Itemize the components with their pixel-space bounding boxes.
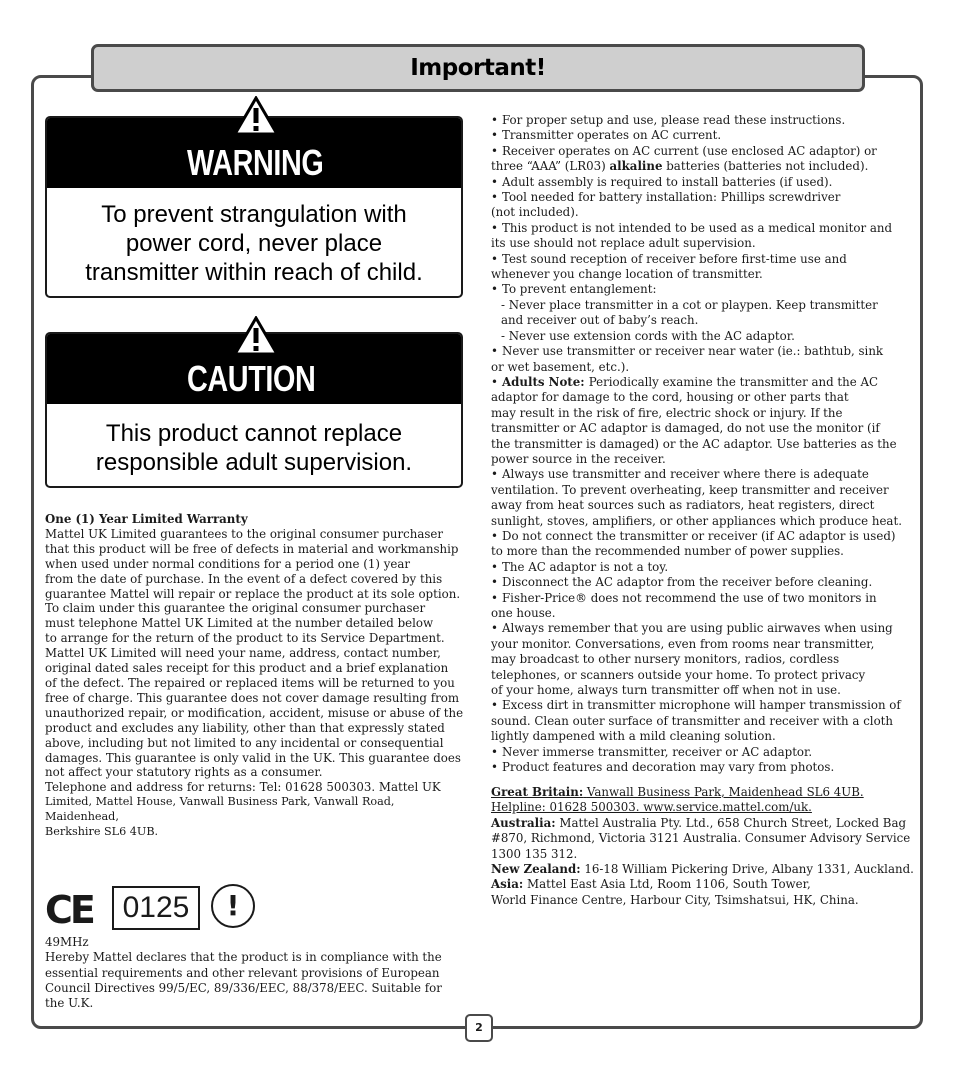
list-item: [491, 698, 916, 744]
list-item-line: [491, 436, 916, 452]
declaration-line: Council Directives 99/5/EC, 89/336/EEC, 88/378/EEC. Suitable for: [45, 980, 442, 995]
frequency: 49MHz: [45, 935, 89, 949]
warranty-line: above, including but not limited to any incidental or consequential: [45, 735, 444, 750]
asia-contact: [491, 877, 916, 892]
gb-contact: [491, 785, 916, 800]
bullet-icon: •: [491, 190, 498, 205]
bullet-icon: •: [491, 174, 498, 189]
list-item-line: [491, 575, 916, 590]
list-item: [491, 252, 916, 283]
declaration-line: essential requirements and other relevant provisions of European: [45, 965, 440, 980]
list-item-line: [491, 698, 916, 713]
bullet-icon: •: [491, 282, 498, 297]
contacts-section: [491, 785, 916, 908]
list-item-text: your monitor. Conversations, even from rooms near transmitter,: [491, 636, 875, 651]
notified-body-number: 0125: [112, 886, 200, 930]
list-item-text: may result in the risk of fire, electric shock or injury. If the: [491, 405, 843, 420]
list-item-text: transmitter or AC adaptor is damaged, do not use the monitor (if: [491, 421, 880, 436]
list-item-line: [491, 683, 916, 698]
list-item-text: Never immerse transmitter, receiver or AC adaptor.: [502, 744, 813, 759]
list-item: [491, 344, 916, 375]
list-item: [491, 591, 916, 622]
list-item-text: one house.: [491, 606, 556, 620]
declaration-line: the U.K.: [45, 996, 94, 1011]
list-item: [491, 375, 916, 467]
list-item-text: sunlight, stoves, amplifiers, or other appliances which produce heat.: [491, 513, 902, 528]
bullet-icon: •: [491, 621, 498, 636]
bullet-icon: •: [491, 128, 498, 143]
caution-box: [45, 332, 463, 488]
asia-label: Asia:: [491, 877, 524, 892]
instructions-list: [491, 113, 916, 775]
warranty-line: to arrange for the return of the product to its Service Department.: [45, 631, 445, 646]
warning-banner: [47, 118, 461, 188]
list-item-line: [491, 760, 916, 775]
list-item-text: (not included).: [491, 205, 579, 220]
warranty-line: damages. This guarantee is only valid in the UK. This guarantee does: [45, 750, 461, 765]
list-item: [491, 745, 916, 760]
warranty-section: [45, 512, 465, 840]
list-item-text: Always use transmitter and receiver where there is adequate: [502, 467, 869, 482]
important-header: [91, 44, 865, 92]
warranty-line: Mattel UK Limited guarantees to the original consumer purchaser: [45, 526, 444, 541]
list-item-text: Test sound reception of receiver before first-time use and: [502, 251, 847, 266]
caution-line: This product cannot replace: [105, 420, 403, 447]
list-item-line: [491, 174, 916, 190]
list-item-text: away from heat sources such as radiators, heat registers, direct: [491, 498, 875, 513]
list-item: [491, 221, 916, 252]
list-item-line: [491, 606, 916, 621]
list-item-line: [491, 513, 916, 529]
list-item-text: sound. Clean outer surface of transmitter and receiver with a cloth: [491, 713, 894, 728]
list-item-text: and receiver out of baby’s reach.: [501, 313, 699, 328]
warning-line: To prevent strangulation with: [101, 201, 407, 228]
warning-box: [45, 116, 463, 298]
list-item-line: [491, 590, 916, 606]
au-line: 1300 135 312.: [491, 846, 578, 861]
list-item: [491, 575, 916, 590]
list-item-text: - Never place transmitter in a cot or playpen. Keep transmitter: [501, 297, 878, 312]
warranty-line: not affect your statutory rights as a consumer.: [45, 765, 323, 780]
list-item-text: to more than the recommended number of power supplies.: [491, 544, 844, 559]
list-item-line: [491, 236, 916, 251]
list-item: [491, 128, 916, 143]
list-item: [491, 529, 916, 560]
list-item-text: Excess dirt in transmitter microphone will hamper transmission of: [502, 698, 901, 713]
au-contact: [491, 816, 916, 831]
bullet-icon: •: [491, 467, 498, 482]
list-item-line: [501, 298, 916, 313]
list-item-text: Fisher-Price® does not recommend the use of two monitors in: [502, 590, 877, 605]
list-item-line: [491, 528, 916, 544]
gb-helpline: Helpline: 01628 500303. www.service.mattel.com/uk.: [491, 800, 812, 815]
bullet-icon: •: [491, 590, 498, 605]
bullet-icon: •: [491, 143, 498, 158]
bullet-icon: •: [491, 220, 498, 235]
caution-word: CAUTION: [187, 358, 316, 399]
list-item-line: [491, 498, 916, 513]
bullet-icon: •: [491, 113, 498, 127]
list-item-text: - Never use extension cords with the AC adaptor.: [501, 328, 795, 343]
warranty-line: Telephone and address for returns: Tel: 01628 500303. Mattel UK: [45, 780, 441, 795]
bullet-icon: •: [491, 744, 498, 759]
list-item-line: [491, 374, 916, 390]
bullet-icon: •: [491, 528, 498, 543]
list-item-text: This product is not intended to be used as a medical monitor and: [502, 220, 893, 235]
list-item-line: [491, 113, 916, 128]
list-item-line: [491, 344, 916, 359]
list-item-text: may broadcast to other nursery monitors, radios, cordless: [491, 652, 840, 667]
list-item-text: Adult assembly is required to install batteries (if used).: [502, 174, 833, 189]
list-item-line: [491, 159, 916, 174]
list-item-line: [491, 482, 916, 498]
list-item-text: Transmitter operates on AC current.: [502, 128, 722, 143]
header-title: Important!: [410, 55, 546, 81]
list-item-line: [491, 636, 916, 652]
warranty-line: unauthorized repair, or modification, accident, misuse or abuse of the: [45, 705, 464, 720]
list-item: [491, 621, 916, 698]
asia-line: World Finance Centre, Harbour City, Tsimshatsui, HK, China.: [491, 892, 859, 907]
warranty-line: must telephone Mattel UK Limited at the number detailed below: [45, 616, 434, 631]
au-line: #870, Richmond, Victoria 3121 Australia. Consumer Advisory Service: [491, 831, 911, 846]
warranty-line: that this product will be free of defects in material and workmanship: [45, 541, 459, 556]
warranty-address-line: Berkshire SL6 4UB.: [45, 825, 159, 839]
nz-line: 16-18 William Pickering Drive, Albany 1331, Auckland.: [584, 862, 914, 877]
au-line: Mattel Australia Pty. Ltd., 658 Church Street, Locked Bag: [559, 815, 907, 830]
list-item-text: To prevent entanglement:: [502, 282, 657, 297]
bullet-icon: •: [491, 374, 498, 389]
list-item-text: adaptor for damage to the cord, housing or other parts that: [491, 390, 849, 405]
warranty-line: To claim under this guarantee the original consumer purchaser: [45, 601, 426, 616]
warranty-line: from the date of purchase. In the event of a defect covered by this: [45, 571, 443, 586]
nz-contact: [491, 862, 916, 877]
list-item-text: Always remember that you are using public airwaves when using: [502, 621, 893, 636]
list-item-line: [491, 713, 916, 729]
list-item-line: [491, 667, 916, 683]
list-item-line: [491, 744, 916, 760]
list-item-text: the transmitter is damaged) or the AC adaptor. Use batteries as the: [491, 436, 897, 451]
gb-label: Great Britain:: [491, 785, 584, 799]
warranty-line: free of charge. This guarantee does not cover damage resulting from: [45, 690, 460, 705]
list-item: [491, 467, 916, 529]
list-item-text: For proper setup and use, please read these instructions.: [502, 113, 846, 127]
list-item-line: [491, 390, 916, 405]
bullet-icon: •: [491, 251, 498, 266]
list-item-line: [491, 729, 916, 744]
list-item-text: Tool needed for battery installation: Phillips screwdriver: [502, 190, 841, 205]
list-item-text: The AC adaptor is not a toy.: [502, 559, 669, 574]
list-item-text: Receiver operates on AC current (use enclosed AC adaptor) or: [502, 143, 877, 158]
declaration-line: Hereby Mattel declares that the product is in compliance with the: [45, 950, 442, 965]
list-item-text: three “AAA” (LR03) alkaline batteries (batteries not included).: [491, 159, 869, 174]
page-number: 2: [465, 1014, 493, 1042]
list-item-line: [491, 205, 916, 220]
list-item: [491, 113, 916, 128]
warning-line: transmitter within reach of child.: [85, 259, 423, 286]
warning-message: [47, 188, 461, 287]
list-item-line: [501, 313, 916, 328]
caution-triangle-icon: [233, 316, 279, 356]
list-item-text: whenever you change location of transmitter.: [491, 267, 763, 282]
list-item-line: [491, 652, 916, 667]
list-item-line: [491, 128, 916, 143]
list-item-line: [491, 267, 916, 282]
bullet-icon: •: [491, 760, 498, 775]
list-item-line: [491, 421, 916, 436]
au-label: Australia:: [491, 815, 556, 830]
caution-banner: [47, 334, 461, 404]
list-item-text: of your home, always turn transmitter off when not in use.: [491, 683, 841, 698]
list-item-line: [491, 251, 916, 267]
list-item-line: [491, 544, 916, 559]
list-item-text: lightly dampened with a mild cleaning solution.: [491, 729, 776, 744]
warranty-address-line: Limited, Mattel House, Vanwall Business Park, Vanwall Road, Maidenhead,: [45, 795, 395, 824]
list-item-text: its use should not replace adult supervision.: [491, 236, 756, 251]
list-item-text: or wet basement, etc.).: [491, 359, 630, 374]
list-item-text: Periodically examine the transmitter and the AC: [588, 374, 879, 389]
list-item-text: Do not connect the transmitter or receiver (if AC adaptor is used): [502, 528, 896, 543]
list-item-text: Product features and decoration may vary from photos.: [502, 760, 835, 775]
list-item-text: Disconnect the AC adaptor from the receiver before cleaning.: [502, 575, 873, 590]
warranty-line: when used under normal conditions for a period one (1) year: [45, 556, 411, 571]
caution-message: [47, 404, 461, 477]
list-item-line: [491, 467, 916, 482]
ce-mark-icon: CE: [45, 888, 93, 932]
list-item: [491, 760, 916, 775]
declaration-section: [45, 935, 445, 1011]
nz-label: New Zealand:: [491, 862, 581, 877]
list-item-line: [491, 190, 916, 205]
warning-line: power cord, never place: [125, 230, 383, 257]
list-item-line: [491, 282, 916, 297]
warning-triangle-icon: [233, 96, 279, 136]
list-item-line: [491, 559, 916, 575]
bullet-icon: •: [491, 575, 498, 590]
list-item: [491, 190, 916, 221]
bullet-icon: •: [491, 559, 498, 574]
list-item-line: [491, 143, 916, 159]
gb-line: Vanwall Business Park, Maidenhead SL6 4UB.: [586, 785, 864, 799]
list-subitem: [491, 298, 916, 329]
list-item-lead: Adults Note:: [502, 374, 589, 389]
warranty-title: One (1) Year Limited Warranty: [45, 512, 248, 526]
warranty-line: Mattel UK Limited will need your name, address, contact number,: [45, 646, 441, 661]
list-item-text: telephones, or scanners outside your home. To protect privacy: [491, 667, 866, 682]
list-item-line: [491, 359, 916, 375]
list-item-line: [491, 405, 916, 421]
warranty-line: of the defect. The repaired or replaced items will be returned to you: [45, 675, 455, 690]
list-item-text: power source in the receiver.: [491, 451, 666, 466]
caution-line: responsible adult supervision.: [95, 449, 413, 476]
bullet-icon: •: [491, 344, 498, 359]
list-item-text: Never use transmitter or receiver near water (ie.: bathtub, sink: [502, 344, 884, 359]
list-item: [491, 560, 916, 575]
list-item-line: [501, 329, 916, 344]
list-item: [491, 144, 916, 175]
alert-symbol-icon: !: [211, 884, 255, 928]
list-subitem: [491, 329, 916, 344]
list-item-line: [491, 621, 916, 636]
list-item: [491, 282, 916, 297]
list-item: [491, 175, 916, 190]
warranty-line: product and excludes any liability, other than that expressly stated: [45, 720, 445, 735]
warranty-line: guarantee Mattel will repair or replace the product at its sole option.: [45, 586, 461, 601]
list-item-line: [491, 220, 916, 236]
list-item-text: ventilation. To prevent overheating, keep transmitter and receiver: [491, 482, 889, 497]
list-item-line: [491, 451, 916, 467]
bullet-icon: •: [491, 698, 498, 713]
warning-word: WARNING: [187, 142, 324, 183]
warranty-line: original dated sales receipt for this product and a brief explanation: [45, 661, 449, 676]
asia-line: Mattel East Asia Ltd, Room 1106, South Tower,: [527, 877, 811, 892]
